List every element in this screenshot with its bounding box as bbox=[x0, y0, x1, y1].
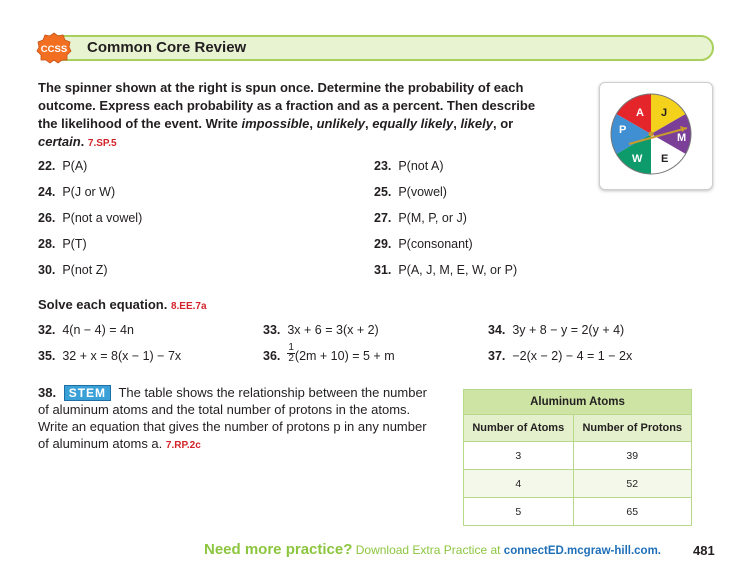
column-header: Number of Atoms bbox=[464, 415, 574, 442]
table-row: 3 39 bbox=[464, 442, 692, 470]
stem-badge: STEM bbox=[64, 385, 111, 401]
standard-code: 7.SP.5 bbox=[87, 138, 117, 149]
table-caption: Aluminum Atoms bbox=[464, 390, 692, 415]
section-title: Common Core Review bbox=[87, 39, 247, 56]
question-26: 26. P(not a vowel) bbox=[38, 211, 143, 225]
fraction: $\frac{1}{2}$ bbox=[288, 342, 294, 365]
instructions: The spinner shown at the right is spun once. Determine the probability of each outcome. Express each probability as a fraction and as a percent. Then describe the likelihood of the event. Write impossible, unlikely, equally likely, likely, or certain. 7.SP.5 bbox=[38, 80, 536, 149]
question-24: 24. P(J or W) bbox=[38, 185, 116, 199]
footer-link[interactable]: connectED.mcgraw-hill.com. bbox=[503, 545, 661, 557]
table-row: 5 65 bbox=[464, 498, 692, 526]
spinner-figure bbox=[599, 82, 713, 190]
question-34: 34. 3y + 8 − y = 2(y + 4) bbox=[488, 323, 625, 337]
question-32: 32. 4(n − 4) = 4n bbox=[38, 323, 134, 337]
spinner-label-p: P bbox=[619, 124, 627, 136]
question-35: 35. 32 + x = 8(x − 1) − 7x bbox=[38, 349, 182, 363]
spinner-label-a: A bbox=[636, 107, 644, 119]
question-37: 37. −2(x − 2) − 4 = 1 − 2x bbox=[488, 349, 633, 363]
spinner-label-m: M bbox=[677, 132, 687, 144]
question-30: 30. P(not Z) bbox=[38, 263, 108, 277]
spinner-label-j: J bbox=[661, 107, 668, 119]
question-29: 29. P(consonant) bbox=[374, 237, 473, 251]
spinner-label-e: E bbox=[661, 153, 669, 165]
column-header: Number of Protons bbox=[573, 415, 691, 442]
question-28: 28. P(T) bbox=[38, 237, 87, 251]
spinner-label-w: W bbox=[632, 153, 643, 165]
question-22: 22. P(A) bbox=[38, 159, 88, 173]
footer: Need more practice? Download Extra Practice at connectED.mcgraw-hill.com. bbox=[204, 541, 661, 558]
table-row: 4 52 bbox=[464, 470, 692, 498]
question-27: 27. P(M, P, or J) bbox=[374, 211, 467, 225]
question-36: 36. $\frac{1}{2}$ (2m + 10) = 5 + m bbox=[263, 342, 395, 365]
question-38: 38. STEM The table shows the relationship between the number of aluminum atoms and the total number of protons in the atoms. Write an equation that gives the number of protons p in any number of aluminum atoms a. 7.RP.2c bbox=[38, 385, 428, 451]
svg-text:CCSS: CCSS bbox=[40, 44, 68, 55]
question-23: 23. P(not A) bbox=[374, 159, 444, 173]
question-31: 31. P(A, J, M, E, W, or P) bbox=[374, 263, 518, 277]
question-25: 25. P(vowel) bbox=[374, 185, 447, 199]
standard-code: 8.EE.7a bbox=[170, 301, 207, 312]
aluminum-atoms-table bbox=[463, 389, 692, 526]
question-33: 33. 3x + 6 = 3(x + 2) bbox=[263, 323, 379, 337]
ccss-badge-icon bbox=[36, 32, 72, 64]
page-number: 481 bbox=[693, 543, 715, 558]
section-heading: Solve each equation. 8.EE.7a bbox=[38, 297, 207, 312]
standard-code: 7.RP.2c bbox=[165, 440, 201, 451]
